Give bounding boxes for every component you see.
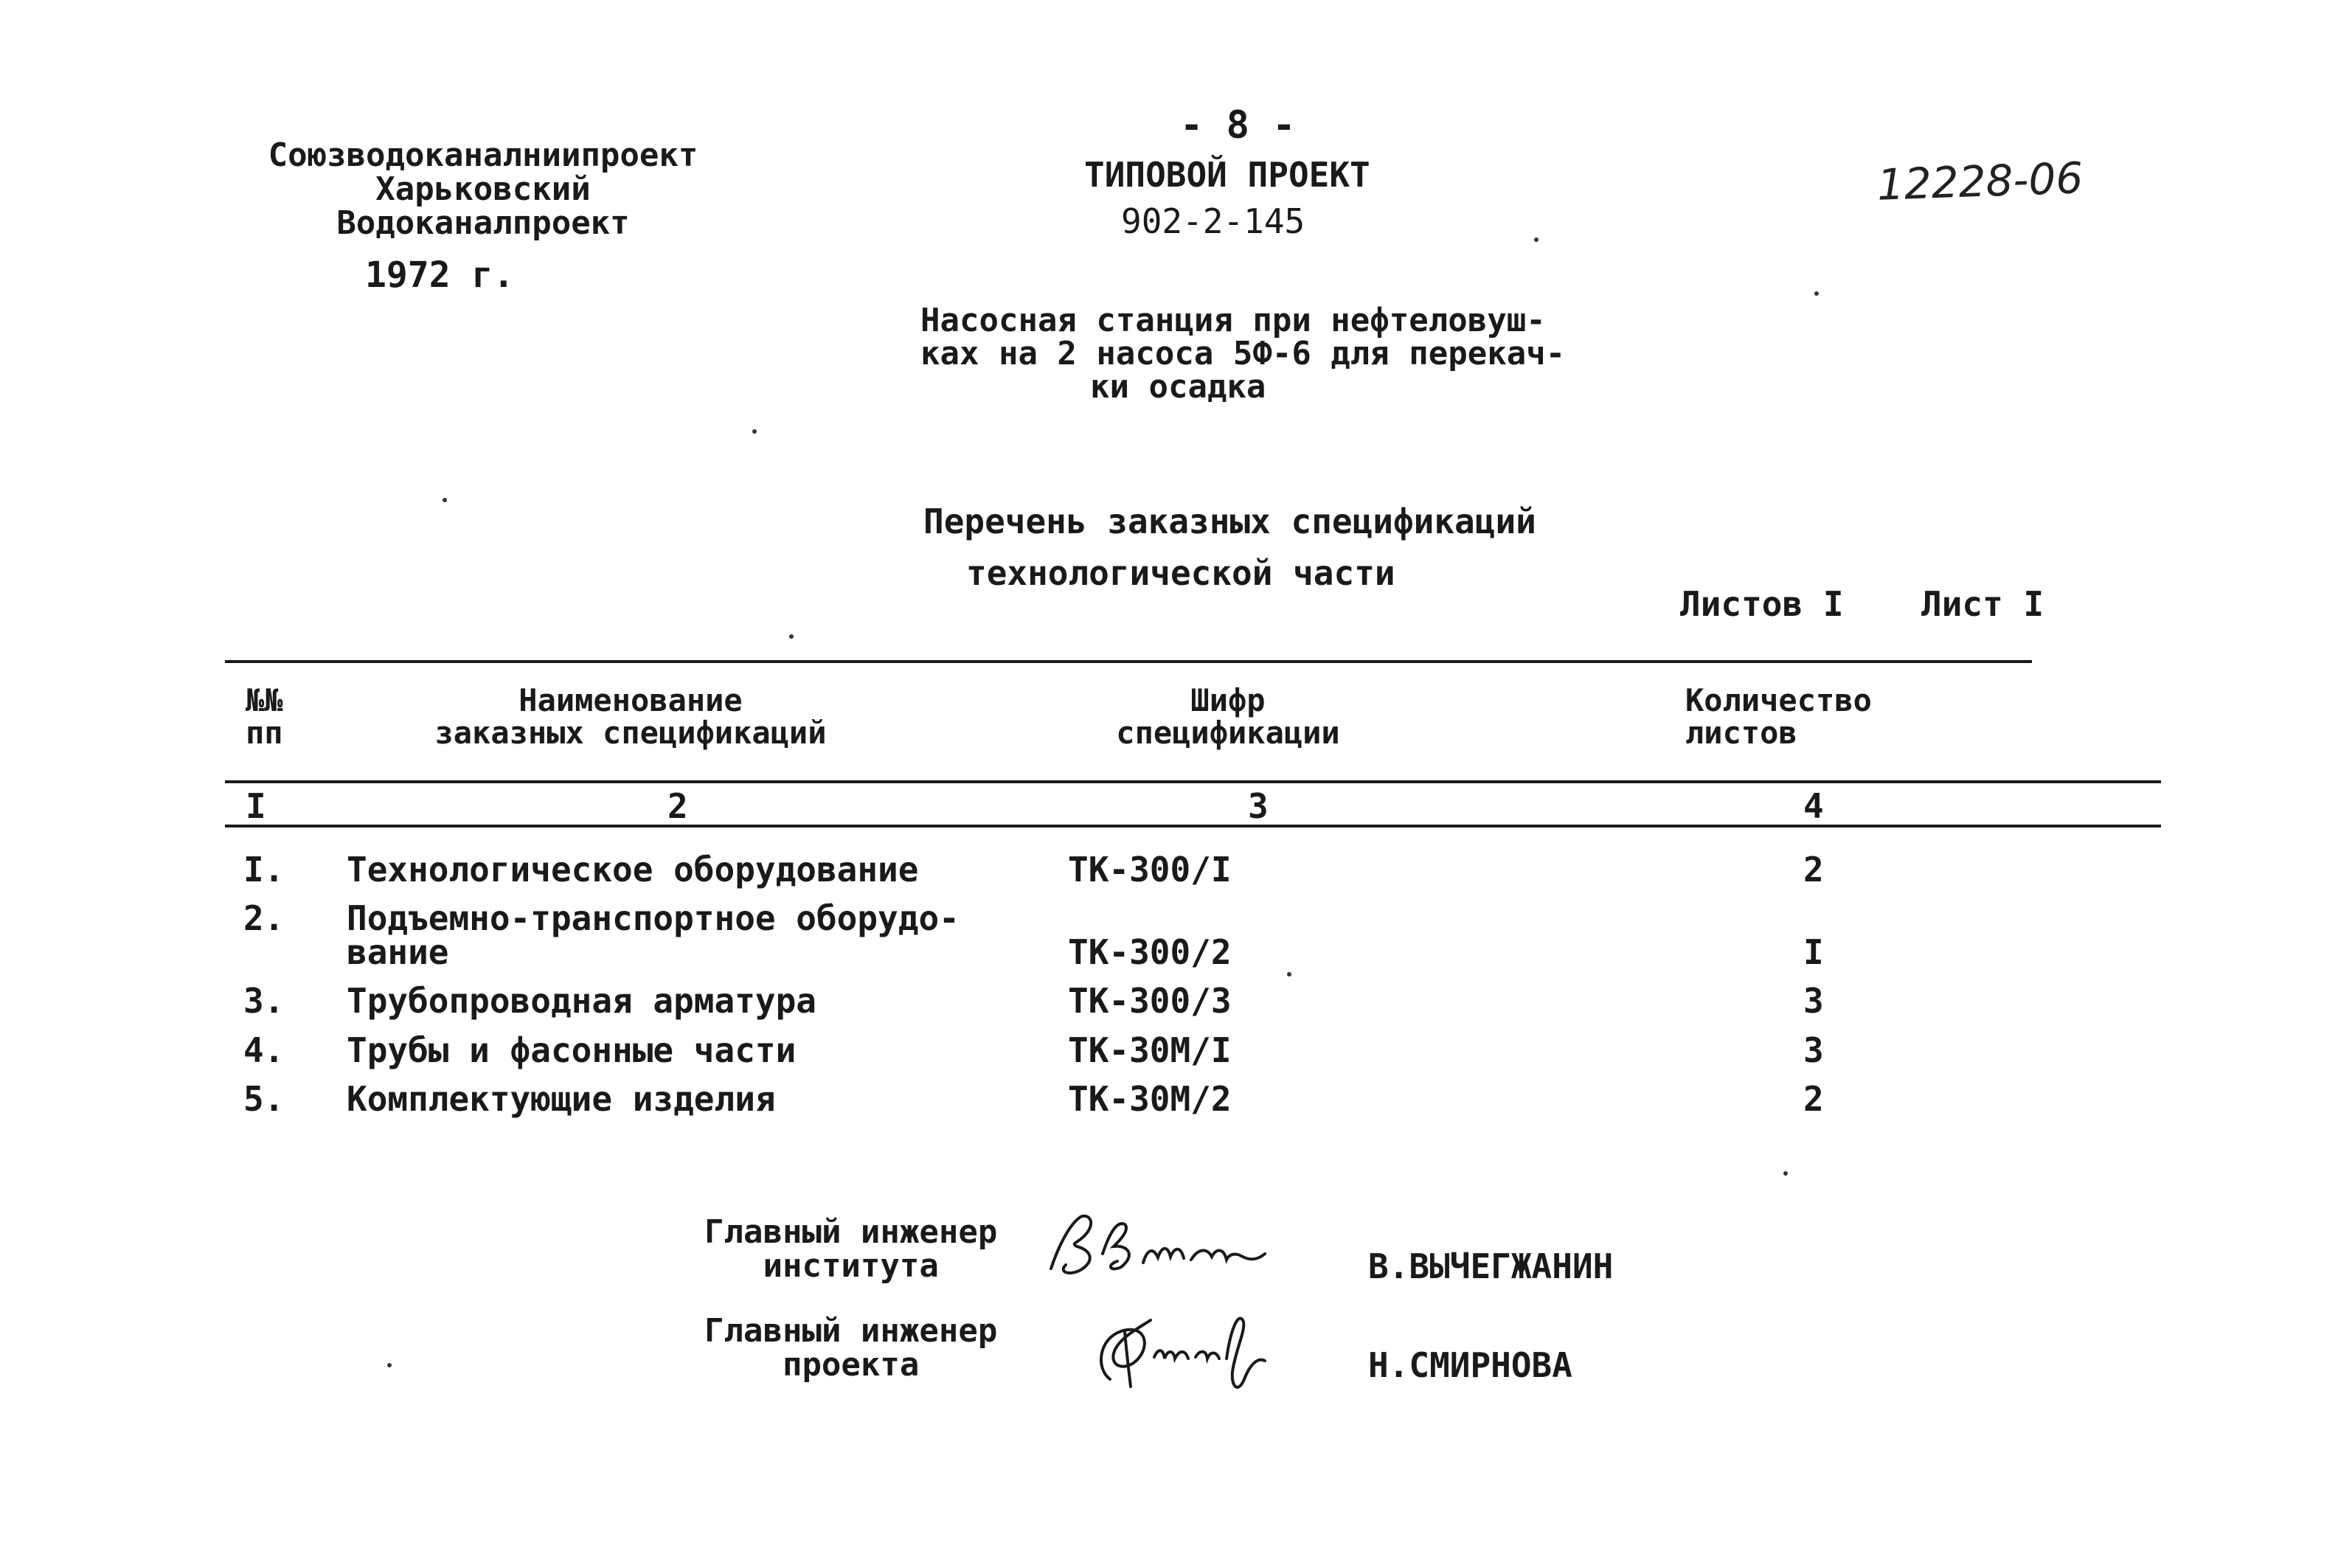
table-row-number: I. xyxy=(243,850,285,889)
table-row-sheets: 2 xyxy=(1803,850,1824,889)
org-line: Водоканалпроект xyxy=(336,204,630,242)
year: 1972 г. xyxy=(365,254,515,296)
table-row-code: ТК-300/I xyxy=(1068,850,1232,889)
description-line: ки осадка xyxy=(1090,368,1266,406)
col-header-sheets: Количество листов xyxy=(1685,682,1872,751)
signer-name-1: В.ВЫЧЕГЖАНИН xyxy=(1368,1246,1614,1286)
org-line: Союзводоканалниипроект xyxy=(268,136,698,174)
table-row-name: Трубы и фасонные части xyxy=(347,1030,797,1070)
table-row-sheets: I xyxy=(1803,932,1824,972)
archive-number: 12228-06 xyxy=(1876,153,2084,210)
signature-title-institute: Главный инженер института xyxy=(704,1213,998,1285)
scan-speck xyxy=(443,498,447,502)
table-row-sheets: 3 xyxy=(1803,981,1824,1021)
table-row-number: 3. xyxy=(243,981,285,1021)
description-line: Насосная станция при нефтеловуш- xyxy=(920,302,1546,339)
table-header-rule xyxy=(225,780,2161,783)
col-header-name: Наименование заказных спецификаций xyxy=(434,682,827,751)
scan-speck xyxy=(1534,237,1538,242)
table-row-number: 4. xyxy=(243,1030,285,1070)
table-row-number: 2. xyxy=(243,898,285,938)
table-row-name: Подъемно-транспортное оборудо- xyxy=(347,898,960,938)
col-header-number: №№ пп xyxy=(246,682,283,751)
table-row-sheets: 3 xyxy=(1803,1030,1824,1070)
table-colnum-rule xyxy=(225,825,2161,828)
table-row-name: Комплектующие изделия xyxy=(347,1079,776,1119)
table-row-code: ТК-30М/2 xyxy=(1068,1079,1232,1119)
col-number-2: 2 xyxy=(667,786,688,826)
scan-speck xyxy=(387,1363,392,1367)
scan-speck xyxy=(752,429,757,434)
col-number-4: 4 xyxy=(1803,786,1824,826)
scan-speck xyxy=(1783,1171,1788,1176)
list-title: Перечень заказных спецификаций xyxy=(923,502,1536,541)
scan-speck xyxy=(1814,291,1819,296)
table-row-code: ТК-300/3 xyxy=(1068,981,1232,1021)
organization-block xyxy=(247,136,719,242)
signature-handwritten-1 xyxy=(1036,1202,1302,1294)
table-row-number: 5. xyxy=(243,1079,285,1119)
table-row-code: ТК-300/2 xyxy=(1068,932,1232,972)
col-header-code: Шифр спецификации xyxy=(1116,682,1340,751)
table-row-name: Трубопроводная арматура xyxy=(347,981,816,1021)
table-row-name: Технологическое оборудование xyxy=(347,850,919,889)
scan-speck xyxy=(789,634,794,639)
col-number-3: 3 xyxy=(1248,786,1269,826)
signature-handwritten-2 xyxy=(1080,1298,1302,1404)
project-description xyxy=(920,302,1566,406)
sheet-current: Лист I xyxy=(1921,584,2044,624)
signature-title-project: Главный инженер проекта xyxy=(704,1312,998,1384)
description-line: ках на 2 насоса 5Ф-6 для перекач- xyxy=(920,335,1566,372)
project-title: ТИПОВОЙ ПРОЕКТ xyxy=(1084,155,1370,195)
project-number: 902-2-145 xyxy=(1121,201,1305,241)
sheets-total: Листов I xyxy=(1680,584,1844,624)
org-line: Харьковский xyxy=(375,170,591,208)
table-top-rule xyxy=(225,660,2032,663)
list-subtitle: технологической части xyxy=(966,553,1395,593)
table-row-code: ТК-30М/I xyxy=(1068,1030,1232,1070)
col-number-1: I xyxy=(246,786,266,826)
table-row-sheets: 2 xyxy=(1803,1079,1824,1119)
table-row-name-cont: вание xyxy=(347,932,449,972)
scan-speck xyxy=(1287,972,1291,976)
signer-name-2: Н.СМИРНОВА xyxy=(1368,1345,1572,1385)
page-number: - 8 - xyxy=(1180,103,1296,148)
